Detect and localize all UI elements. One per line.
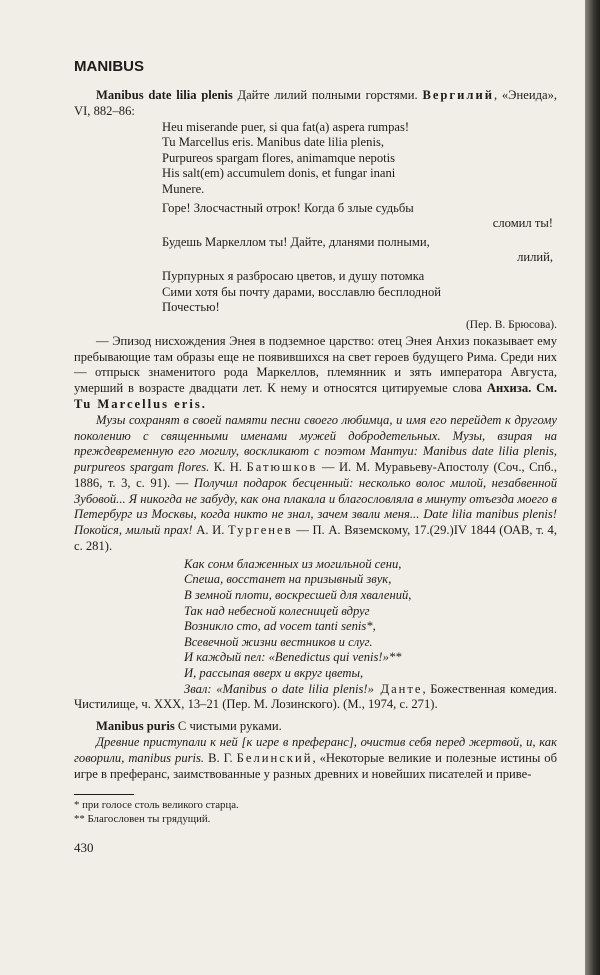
verse-line: Сими хотя бы почту дарами, восславлю бесплодной: [162, 284, 441, 299]
russian-verse: [162, 201, 557, 316]
verse-line: Как сонм блаженных из могильной сени,: [184, 556, 402, 571]
commentary-text: — Эпизод нисхождения Энея в подземное царство: отец Энея Анхиз показывает ему пребывающие там образы еще не появившихся на свет героев будущего Рима. Среди них — отпрыск знаменитого рода Маркеллов, племянник и зять императора Августа, умерший в возрасте двадцати лет. К нему и относятся цитируемые слова: [74, 333, 557, 396]
attribution-source: — И. М. Муравьеву-Апостолу (Соч., Спб., 1886, т. 3, с. 91). —: [74, 460, 557, 490]
verse-line: И, рассыпая вверх и вкруг цветы,: [184, 666, 364, 681]
attribution: В. Г.: [204, 750, 237, 765]
quote-block: [74, 413, 557, 555]
verse-line: Возникло сто, ad vocem tanti senis*,: [184, 619, 376, 634]
translator-credit: (Пер. В. Брюсова).: [465, 318, 557, 331]
dante-attribution: [74, 682, 557, 714]
attribution-source: , «Некоторые великие и полезные истины об игре в преферанс, заимствованные у разных древних и новейших писателей и приве-: [74, 750, 557, 781]
stanza: [162, 235, 557, 266]
attribution-source: — П. А. Вяземскому, 17.(29.)IV 1844 (ОАВ, т. 4, с. 281).: [74, 523, 557, 554]
entry-manibus-date-lilia: [74, 88, 557, 120]
entry-translation: Дайте лилий полными горстями.: [232, 88, 418, 102]
verse-line: И каждый пел: «Benedictus qui venis!»**: [184, 650, 402, 665]
entry-translation: С чистыми руками.: [174, 719, 282, 734]
verse-line: Всевечной жизни вестников и слуг.: [184, 634, 373, 649]
verse-line: Звал: «Manibus o date lilia plenis!»: [184, 681, 374, 696]
quote: Музы сохранят в своей памяти песни своего любимца, и имя его перейдет к другому поколению с священными именами мужей добродетельных. Музы, взирая на преждевременную его могилу, воскликают с поэтом Мантуи: Manibus date lilia plenis, purpureos spargam flores.: [74, 412, 557, 475]
source-author: Вергилий: [422, 88, 494, 102]
verse-line: Heu miserande puer, si qua fat(a) aspera rumpas!: [162, 119, 410, 134]
running-header: MANIBUS: [74, 58, 144, 75]
verse-line: Почестью!: [162, 300, 220, 315]
verse-line: Спеша, восстанет на призывный звук,: [184, 572, 392, 587]
verse-line-tail: сломил ты!: [492, 216, 553, 231]
footnote-divider: [74, 794, 134, 795]
entry-manibus-puris: [74, 719, 557, 735]
attribution-source: , Божественная комедия. Чистилище, ч. XXX, 13–21 (Пер. М. Лозинского). (М., 1974, с. 271).: [74, 681, 557, 712]
cross-ref: Анхиза. См.: [486, 381, 557, 396]
attribution: А. И.: [192, 523, 229, 538]
verse-line-tail: лилий,: [517, 250, 553, 265]
verse-line: Purpureos spargam flores, animamque nepotis: [162, 150, 396, 165]
verse-line: Munere.: [162, 181, 205, 196]
quote: Получил подарок бесценный: несколько волос милой, незабвенной Зубовой... Я никогда не забуду, как она плакала и благословляла в минуту отъезда моего в Петербург из Москвы, когда никто не знал, зачем звали меня... Date lilia manibus plenis! Покойся, милый прах!: [74, 475, 557, 538]
verse-line: Так над небесной колесницей вдруг: [184, 603, 370, 618]
verse-line: Будешь Маркеллом ты! Дайте, дланями полными,: [162, 234, 430, 249]
attribution-name: Данте: [373, 681, 423, 696]
verse-line: Tu Marcellus eris. Manibus date lilia plenis,: [162, 135, 384, 150]
stanza: [162, 201, 557, 232]
footnote: * при голосе столь великого старца.: [74, 799, 239, 812]
book-spine-shadow: [585, 0, 600, 975]
entry-headword: Manibus date lilia plenis: [96, 88, 233, 102]
dante-poem: [184, 557, 557, 682]
page-number: 430: [74, 840, 94, 856]
quote: Древние приступали к ней [к игре в преферанс], очистив себя перед жертвой, и, как говорили, manibus puris.: [74, 735, 557, 765]
latin-verse: [162, 120, 557, 198]
verse-line: Пурпурных я разбросаю цветов, и душу потомка: [162, 268, 425, 283]
commentary: [74, 334, 557, 413]
cross-ref-target: Tu Marcellus eris.: [74, 396, 207, 411]
attribution-name: Белинский: [236, 750, 313, 765]
attribution: К. Н.: [209, 460, 247, 475]
verse-line: Горе! Злосчастный отрок! Когда б злые судьбы: [162, 200, 414, 215]
source-work: , «Энеида», VI, 882–86:: [74, 88, 558, 118]
quote-block: [74, 735, 557, 782]
entry-headword: Manibus puris: [96, 719, 175, 734]
attribution-name: Батюшков: [246, 460, 318, 475]
verse-line: His salt(em) accumulem donis, et fungar inani: [162, 166, 396, 181]
footnote: ** Благословен ты грядущий.: [74, 813, 211, 826]
attribution-name: Тургенев: [228, 523, 293, 538]
stanza: [162, 269, 557, 316]
verse-line: В земной плоти, воскресшей для хвалений,: [184, 588, 412, 603]
